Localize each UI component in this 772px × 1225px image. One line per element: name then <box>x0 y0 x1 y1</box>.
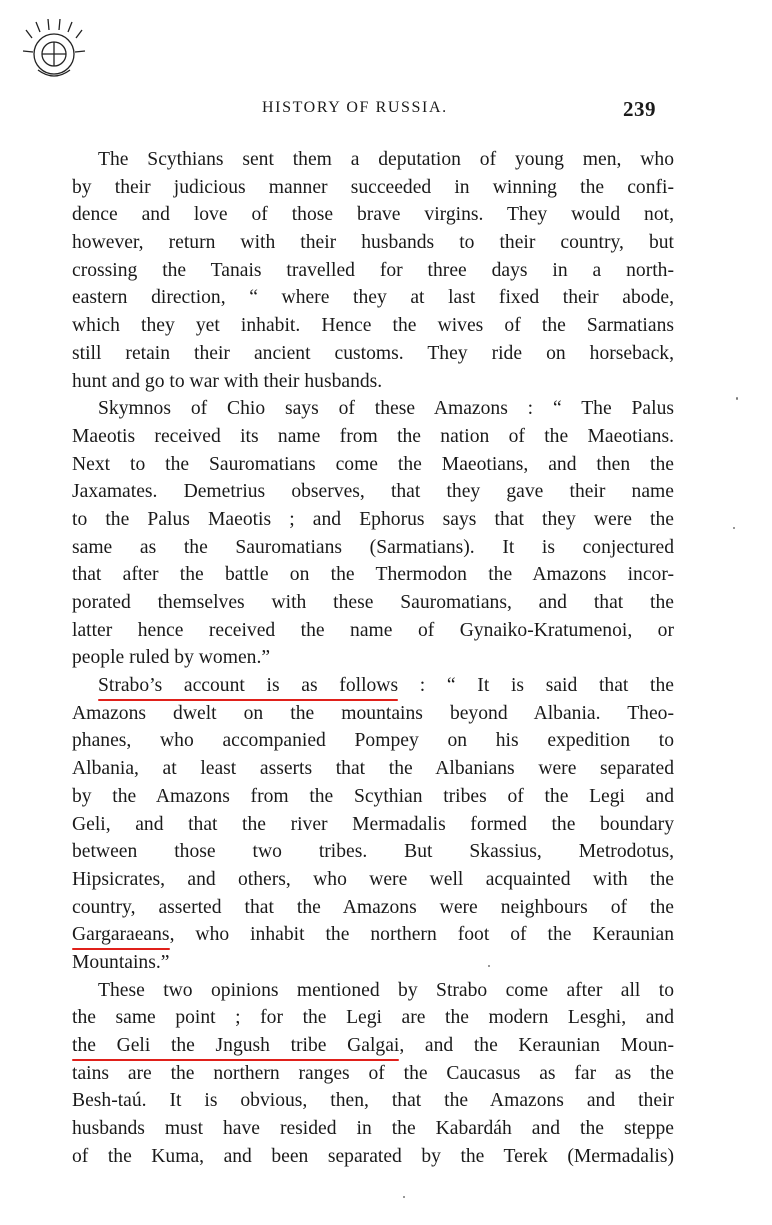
speck <box>736 397 738 400</box>
text-line: by their judicious manner succeeded in winning the confi- <box>72 176 674 198</box>
text-line: between those two tribes. But Skassius, Metrodotus, <box>72 841 674 863</box>
text-line: Albania, at least asserts that the Albanians were separated <box>72 758 674 780</box>
text-line: Jaxamates. Demetrius observes, that they gave their name <box>72 481 674 503</box>
text-line: Besh-taú. It is obvious, then, that the Amazons and their <box>72 1090 674 1112</box>
text-line: Mountains.” <box>72 951 170 973</box>
speck <box>733 527 735 529</box>
text-line <box>72 921 674 949</box>
text-line: same as the Sauromatians (Sarmatians). It is conjectured <box>72 536 674 558</box>
text-line: by the Amazons from the Scythian tribes of the Legi and <box>72 785 674 807</box>
text-line: which they yet inhabit. Hence the wives of the Sarmatians <box>72 315 674 337</box>
text-line: still retain their ancient customs. They ride on horseback, <box>72 342 674 364</box>
text-line-rest: , who inhabit the northern foot of the Keraunian <box>169 924 674 946</box>
highlight-underline-gargaraeans: Gargaraeans <box>72 924 170 946</box>
speck <box>403 1196 405 1198</box>
text-line: husbands must have resided in the Kabardáh and the steppe <box>72 1118 674 1140</box>
text-line: country, asserted that the Amazons were neighbours of the <box>72 896 674 918</box>
text-line: Next to the Sauromatians come the Maeotians, and then the <box>72 453 674 475</box>
text-line: of the Kuma, and been separated by the Terek (Mermadalis) <box>72 1145 674 1167</box>
speck <box>488 965 490 967</box>
text-line-rest: , and the Keraunian Moun- <box>399 1035 674 1056</box>
library-stamp-icon <box>12 8 96 92</box>
text-line: Skymnos of Chio says of these Amazons : “ The Palus <box>98 398 674 420</box>
highlight-underline-strabo: Strabo’s account is as follows <box>98 675 399 697</box>
text-line: the same point ; for the Legi are the modern Lesghi, and <box>72 1007 674 1029</box>
text-line: The Scythians sent them a deputation of young men, who <box>98 149 674 170</box>
text-line <box>72 672 674 700</box>
text-line: people ruled by women.” <box>72 647 271 669</box>
text-line: These two opinions mentioned by Strabo come after all to <box>98 979 674 1001</box>
text-line: hunt and go to war with their husbands. <box>72 370 383 392</box>
page-number: 239 <box>623 97 656 121</box>
text-line-rest: : “ It is said that the <box>398 675 674 697</box>
text-line: porated themselves with these Sauromatians, and that the <box>72 592 674 613</box>
text-line: Geli, and that the river Mermadalis formed the boundary <box>72 813 674 835</box>
text-line: eastern direction, “ where they at last fixed their abode, <box>72 287 674 309</box>
text-line: Maeotis received its name from the nation of the Maeotians. <box>72 425 674 447</box>
text-line: latter hence received the name of Gynaiko-Kratumenoi, or <box>72 619 674 641</box>
text-line: Amazons dwelt on the mountains beyond Albania. Theo- <box>72 702 674 724</box>
text-line: however, return with their husbands to their country, but <box>72 232 674 254</box>
text-line: that after the battle on the Thermodon the Amazons incor- <box>72 564 674 586</box>
text-line: dence and love of those brave virgins. They would not, <box>72 204 674 226</box>
highlight-underline-galgai: the Geli the Jngush tribe Galgai <box>72 1035 400 1056</box>
text-line: crossing the Tanais travelled for three days in a north- <box>72 259 674 281</box>
running-title: HISTORY OF RUSSIA. <box>262 99 448 116</box>
text-line: to the Palus Maeotis ; and Ephorus says that they were the <box>72 508 674 530</box>
body-text <box>72 146 674 1170</box>
text-line: Hipsicrates, and others, who were well acquainted with the <box>72 868 674 890</box>
text-line <box>72 1032 674 1060</box>
page-header <box>0 97 772 125</box>
text-line: tains are the northern ranges of the Caucasus as far as the <box>72 1062 674 1084</box>
text-line: phanes, who accompanied Pompey on his expedition to <box>72 730 674 752</box>
